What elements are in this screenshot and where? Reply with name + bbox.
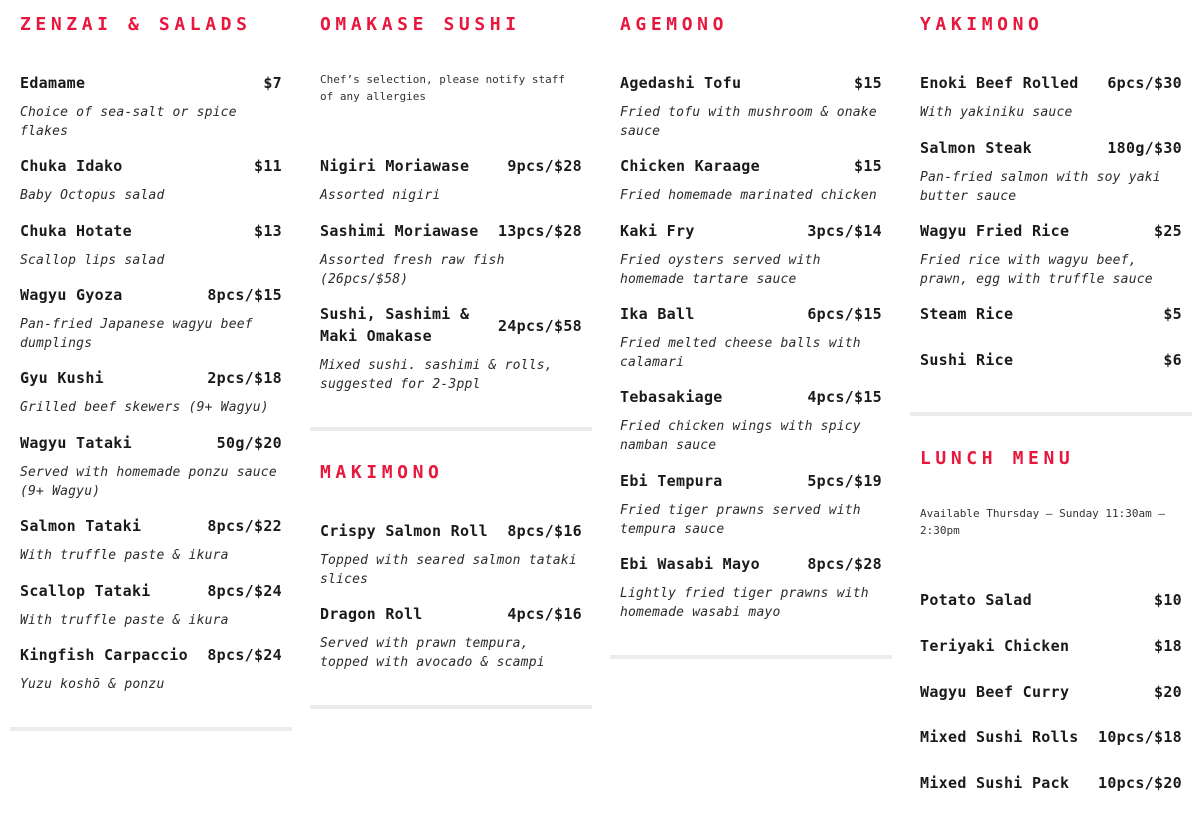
item-description: Yuzu koshō & ponzu bbox=[20, 677, 165, 692]
item-price: $20 bbox=[1154, 683, 1182, 701]
section-divider bbox=[610, 655, 892, 659]
item-description: Fried tiger prawns served with tempura sauce bbox=[620, 503, 861, 537]
section-heading: YAKIMONO bbox=[920, 14, 1044, 35]
item-description: Assorted nigiri bbox=[320, 188, 441, 203]
item-description: Fried melted cheese balls with calamari bbox=[620, 336, 861, 370]
item-name: Edamame bbox=[20, 74, 86, 92]
section-divider bbox=[310, 705, 592, 709]
item-price: $15 bbox=[854, 157, 882, 175]
item-price: 3pcs/$14 bbox=[807, 222, 882, 240]
item-description: With truffle paste & ikura bbox=[20, 613, 229, 628]
section-note: Chef’s selection, please notify staff of any allergies bbox=[320, 73, 566, 103]
item-price: $15 bbox=[854, 74, 882, 92]
item-description: Fried oysters served with homemade tartare sauce bbox=[620, 253, 821, 287]
item-description: Served with homemade ponzu sauce (9+ Wagyu) bbox=[20, 465, 277, 499]
section-divider bbox=[910, 412, 1192, 416]
item-price: 5pcs/$19 bbox=[807, 472, 882, 490]
item-price: $13 bbox=[254, 222, 282, 240]
item-price: 13pcs/$28 bbox=[498, 222, 582, 240]
item-description: Pan-fried Japanese wagyu beef dumplings bbox=[20, 317, 253, 351]
item-price: $10 bbox=[1154, 591, 1182, 609]
item-description: Choice of sea-salt or spice flakes bbox=[20, 105, 237, 139]
item-name: Wagyu Gyoza bbox=[20, 286, 123, 304]
item-description: Topped with seared salmon tataki slices bbox=[320, 553, 577, 587]
item-price: $6 bbox=[1163, 351, 1182, 369]
item-name: Sashimi Moriawase bbox=[320, 222, 479, 240]
item-price: 6pcs/$30 bbox=[1107, 74, 1182, 92]
item-description: Fried chicken wings with spicy namban sauce bbox=[620, 419, 861, 453]
item-name: Scallop Tataki bbox=[20, 582, 151, 600]
item-name: Wagyu Beef Curry bbox=[920, 683, 1070, 701]
item-price: 8pcs/$24 bbox=[207, 582, 282, 600]
item-price: 4pcs/$16 bbox=[507, 605, 582, 623]
section-heading: OMAKASE SUSHI bbox=[320, 14, 521, 35]
section-heading: AGEMONO bbox=[620, 14, 729, 35]
item-price: 8pcs/$28 bbox=[807, 555, 882, 573]
item-name: Chicken Karaage bbox=[620, 157, 760, 175]
section-divider bbox=[310, 427, 592, 431]
item-name: Kingfish Carpaccio bbox=[20, 646, 188, 664]
item-name: Sushi, Sashimi & Maki Omakase bbox=[320, 305, 470, 345]
section-heading: LUNCH MENU bbox=[920, 448, 1075, 469]
item-price: $25 bbox=[1154, 222, 1182, 240]
item-description: Served with prawn tempura, topped with avocado & scampi bbox=[320, 636, 545, 670]
item-name: Agedashi Tofu bbox=[620, 74, 742, 92]
item-price: $7 bbox=[263, 74, 282, 92]
item-price: 8pcs/$15 bbox=[207, 286, 282, 304]
item-name: Tebasakiage bbox=[620, 388, 723, 406]
item-name: Salmon Steak bbox=[920, 139, 1032, 157]
item-description: Fried tofu with mushroom & onake sauce bbox=[620, 105, 877, 139]
item-name: Kaki Fry bbox=[620, 222, 695, 240]
item-price: 50g/$20 bbox=[216, 434, 282, 452]
item-name: Dragon Roll bbox=[320, 605, 423, 623]
item-price: 4pcs/$15 bbox=[807, 388, 882, 406]
item-price: 2pcs/$18 bbox=[207, 369, 282, 387]
item-name: Chuka Hotate bbox=[20, 222, 132, 240]
item-description: Fried rice with wagyu beef, prawn, egg with truffle sauce bbox=[920, 253, 1153, 287]
item-description: Assorted fresh raw fish (26pcs/$58) bbox=[320, 253, 505, 287]
item-name: Wagyu Tataki bbox=[20, 434, 132, 452]
item-price: 8pcs/$16 bbox=[507, 522, 582, 540]
item-name: Crispy Salmon Roll bbox=[320, 522, 488, 540]
item-name: Chuka Idako bbox=[20, 157, 123, 175]
item-price: 10pcs/$20 bbox=[1098, 774, 1182, 792]
item-description: With truffle paste & ikura bbox=[20, 548, 229, 563]
item-description: Grilled beef skewers (9+ Wagyu) bbox=[20, 400, 269, 415]
item-price: $18 bbox=[1154, 637, 1182, 655]
section-heading: MAKIMONO bbox=[320, 462, 444, 483]
item-description: With yakiniku sauce bbox=[920, 105, 1073, 120]
section-divider bbox=[10, 727, 292, 731]
item-name: Gyu Kushi bbox=[20, 369, 104, 387]
item-name: Mixed Sushi Rolls bbox=[920, 728, 1079, 746]
item-price: 180g/$30 bbox=[1107, 139, 1182, 157]
item-price: 10pcs/$18 bbox=[1098, 728, 1182, 746]
item-name: Potato Salad bbox=[920, 591, 1032, 609]
item-description: Scallop lips salad bbox=[20, 253, 165, 268]
item-price: 9pcs/$28 bbox=[507, 157, 582, 175]
section-heading: ZENZAI & SALADS bbox=[20, 14, 252, 35]
item-price: 6pcs/$15 bbox=[807, 305, 882, 323]
item-price: 8pcs/$22 bbox=[207, 517, 282, 535]
item-name: Steam Rice bbox=[920, 305, 1014, 323]
item-name: Teriyaki Chicken bbox=[920, 637, 1070, 655]
item-price: $5 bbox=[1163, 305, 1182, 323]
item-name: Ebi Tempura bbox=[620, 472, 723, 490]
item-name: Mixed Sushi Pack bbox=[920, 774, 1070, 792]
item-price: $11 bbox=[254, 157, 282, 175]
item-name: Salmon Tataki bbox=[20, 517, 142, 535]
item-description: Pan-fried salmon with soy yaki butter sauce bbox=[920, 170, 1161, 204]
item-description: Baby Octopus salad bbox=[20, 188, 165, 203]
item-name: Ebi Wasabi Mayo bbox=[620, 555, 760, 573]
item-price: 24pcs/$58 bbox=[498, 317, 582, 335]
item-name: Sushi Rice bbox=[920, 351, 1014, 369]
item-description: Fried homemade marinated chicken bbox=[620, 188, 877, 203]
item-name: Wagyu Fried Rice bbox=[920, 222, 1070, 240]
item-name: Ika Ball bbox=[620, 305, 695, 323]
item-price: 8pcs/$24 bbox=[207, 646, 282, 664]
item-name: Nigiri Moriawase bbox=[320, 157, 470, 175]
item-description: Lightly fried tiger prawns with homemade wasabi mayo bbox=[620, 586, 869, 620]
section-note: Available Thursday – Sunday 11:30am – 2:30pm bbox=[920, 507, 1166, 537]
item-name: Enoki Beef Rolled bbox=[920, 74, 1079, 92]
item-description: Mixed sushi. sashimi & rolls, suggested for 2-3ppl bbox=[320, 358, 553, 392]
